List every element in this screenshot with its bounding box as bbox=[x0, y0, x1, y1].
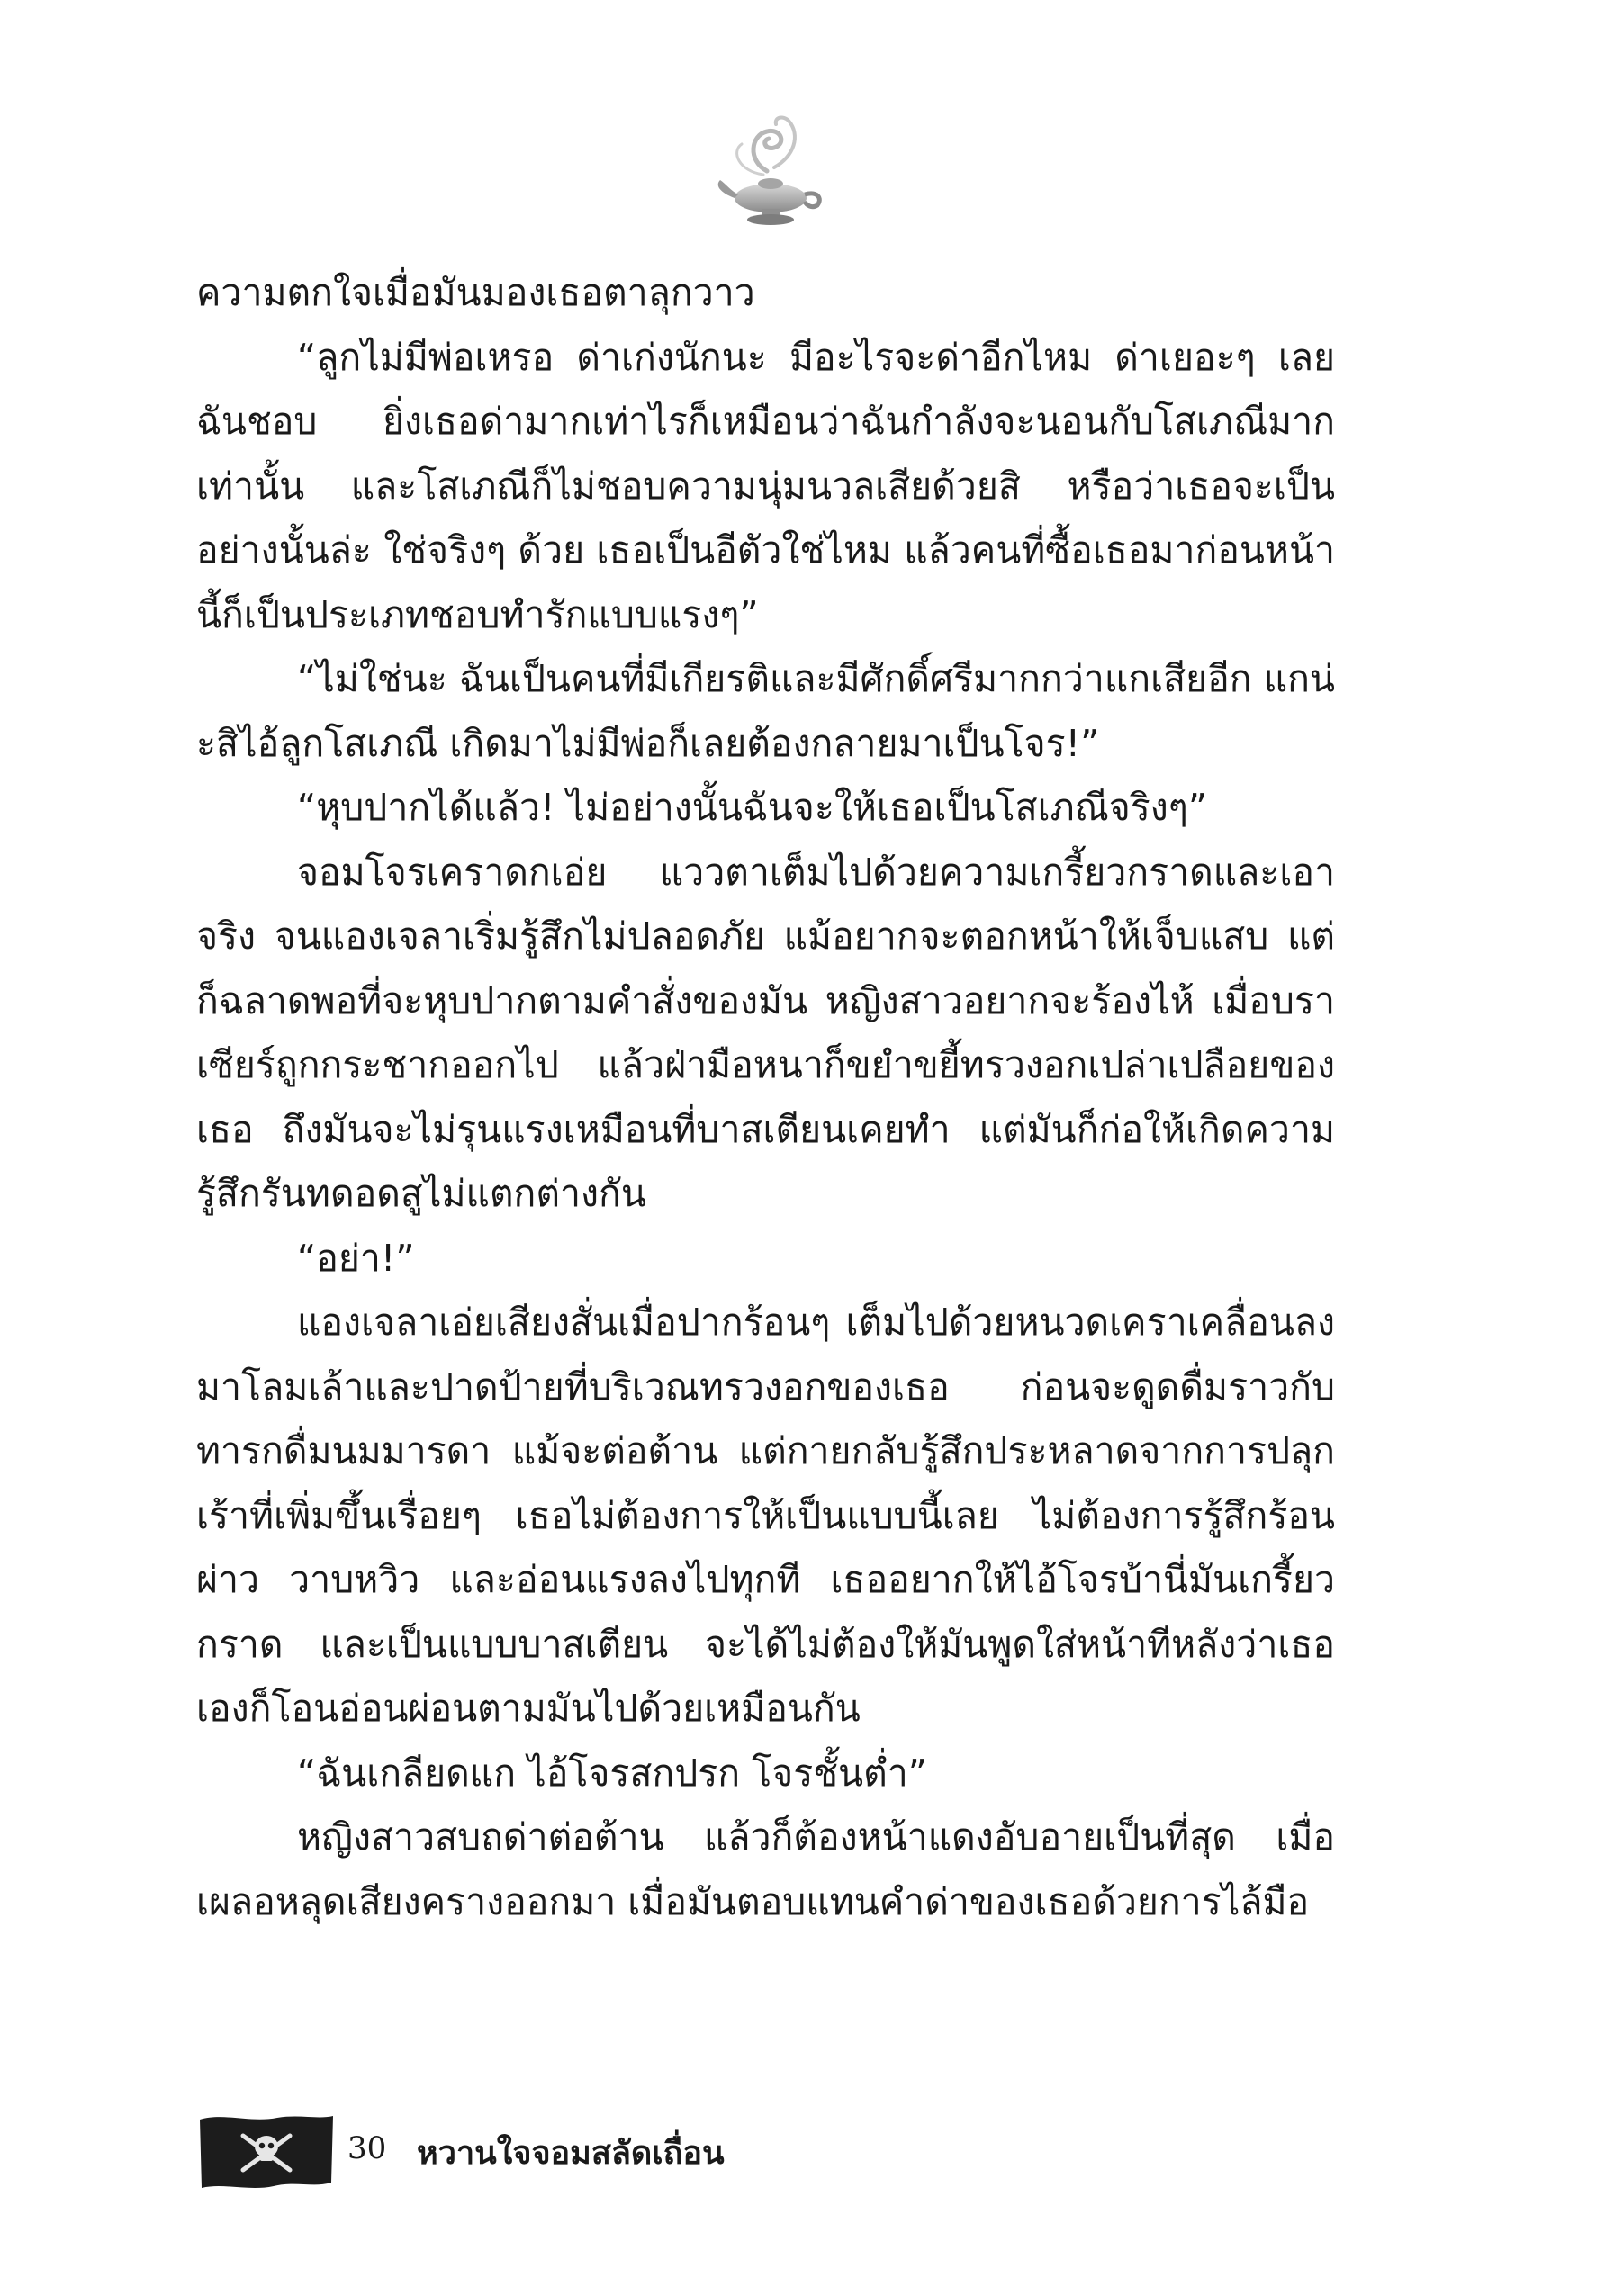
page-number: 30 bbox=[347, 2130, 387, 2166]
paragraph: แองเจลาเอ่ยเสียงสั่นเมื่อปากร้อนๆ เต็มไปด้วยหนวดเคราเคลื่อนลงมาโลมเล้าและปาดป้ายที่บริเวณทรวงอกของเธอ ก่อนจะดูดดื่มราวกับทารกดื่มนมมารดา แม้จะต่อต้าน แต่กายกลับรู้สึกประหลาดจากการปลุกเร้าที่เพิ่มขึ้นเรื่อยๆ เธอไม่ต้องการให้เป็นแบบนี้เลย ไม่ต้องการรู้สึกร้อนผ่าว วาบหวิว และอ่อนแรงลงไปทุกที เธออยากให้ไอ้โจรบ้านี่มันเกรี้ยวกราด และเป็นแบบบาสเตียน จะได้ไม่ต้องให้มันพูดใส่หน้าทีหลังว่าเธอเองก็โอนอ่อนผ่อนตามมันไปด้วยเหมือนกัน bbox=[196, 1301, 1335, 1730]
paragraph: “หุบปากได้แล้ว! ไม่อย่างนั้นฉันจะให้เธอเป็นโสเภณีจริงๆ” bbox=[297, 786, 1208, 829]
paragraph: จอมโจรเคราดกเอ่ย แววตาเต็มไปด้วยความเกรี้ยวกราดและเอาจริง จนแองเจลาเริ่มรู้สึกไม่ปลอดภัย แม้อยากจะตอกหน้าให้เจ็บแสบ แต่ก็ฉลาดพอที่จะหุบปากตามคำสั่งของมัน หญิงสาวอยากจะร้องไห้ เมื่อบราเซียร์ถูกกระชากออกไป แล้วฝ่ามือหนาก็ขยำขยี้ทรวงอกเปล่าเปลือยของเธอ ถึงมันจะไม่รุนแรงเหมือนที่บาสเตียนเคยทำ แต่มันก็ก่อให้เกิดความรู้สึกรันทดอดสูไม่แตกต่างกัน bbox=[196, 850, 1335, 1215]
body-text bbox=[196, 261, 1335, 1934]
paragraph: ความตกใจเมื่อมันมองเธอตาลุกวาว bbox=[196, 271, 755, 314]
paragraph: “ไม่ใช่นะ ฉันเป็นคนที่มีเกียรติและมีศักดิ์ศรีมากกว่าแกเสียอีก แกน่ะสิไอ้ลูกโสเภณี เกิดมาไม่มีพ่อก็เลยต้องกลายมาเป็นโจร!” bbox=[196, 657, 1335, 765]
paragraph: หญิงสาวสบถด่าต่อต้าน แล้วก็ต้องหน้าแดงอับอายเป็นที่สุด เมื่อเผลอหลุดเสียงครางออกมา เมื่อมันตอบแทนคำด่าของเธอด้วยการไล้มือ bbox=[196, 1815, 1335, 1923]
book-title: หวานใจจอมสลัดเถื่อน bbox=[417, 2135, 725, 2172]
paragraph: “ลูกไม่มีพ่อเหรอ ด่าเก่งนักนะ มีอะไรจะด่าอีกไหม ด่าเยอะๆ เลย ฉันชอบ ยิ่งเธอด่ามากเท่าไรก็เหมือนว่าฉันกำลังจะนอนกับโสเภณีมากเท่านั้น และโสเภณีก็ไม่ชอบความนุ่มนวลเสียด้วยสิ หรือว่าเธอจะเป็นอย่างนั้นล่ะ ใช่จริงๆ ด้วย เธอเป็นอีตัวใช่ไหม แล้วคนที่ซื้อเธอมาก่อนหน้านี้ก็เป็นประเภทชอบทำรักแบบแรงๆ” bbox=[196, 335, 1335, 636]
pirate-flag-icon bbox=[196, 2111, 336, 2192]
genie-lamp-icon bbox=[711, 108, 828, 234]
paragraph: “ฉันเกลียดแก ไอ้โจรสกปรก โจรชั้นต่ำ” bbox=[297, 1751, 927, 1795]
paragraph: “อย่า!” bbox=[297, 1236, 415, 1280]
page-footer bbox=[196, 2111, 1096, 2192]
